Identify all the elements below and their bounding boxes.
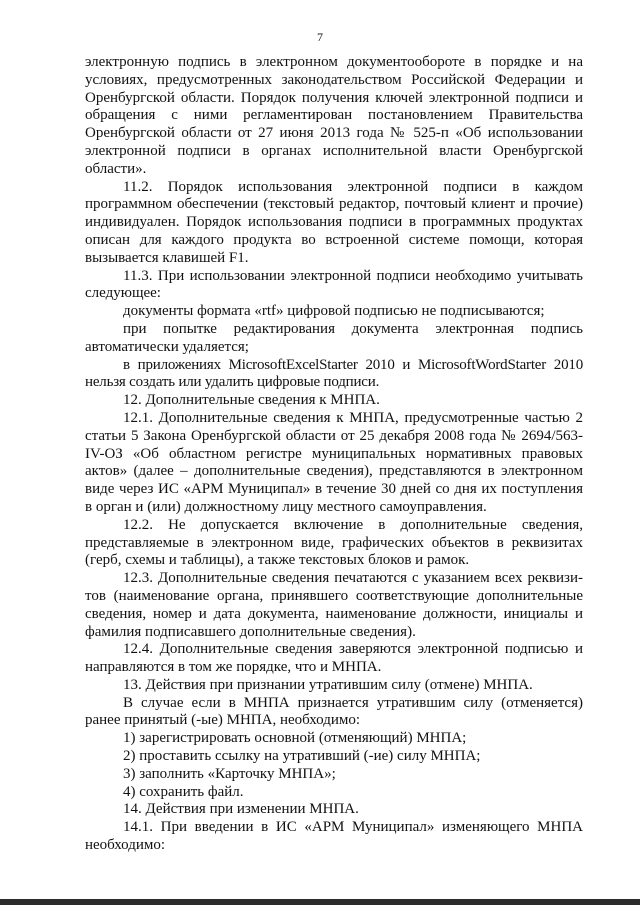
- paragraph-13-intro: В случае если в МНПА признается утратившим силу (отменяется) ранее принятый (-ые) МНПА, необходимо:: [85, 694, 583, 729]
- scan-bottom-edge: [0, 899, 640, 905]
- paragraph-11-2: 11.2. Порядок использования электронной подписи в каждом программном обеспечении (текстовый редактор, почтовый клиент и прочие) индивидуален. Порядок использования подписи в программных продуктах описан для каждого продукта во встроенной системе помощи, которая вызывается клавишей F1.: [85, 178, 583, 266]
- list-item-3: 3) заполнить «Карточку МНПА»;: [123, 765, 336, 782]
- list-item-editing: при попытке редактирования документа электронная подпись автоматически удаляется;: [85, 320, 583, 355]
- paragraph-12-1: 12.1. Дополнительные сведения к МНПА, предусмотренные частью 2 статьи 5 Закона Оренбургской области от 25 декабря 2008 года № 2694/563-IV-ОЗ «Об областном регистре муниципальных нормативных правовых актов» (далее – дополнительные сведения), представляются в электронном виде через ИС «АРМ Муниципал» в течение 30 дней со дня их поступления в орган и (или) должностному лицу местного самоуправления.: [85, 409, 583, 515]
- paragraph-12-3: 12.3. Дополнительные сведения печатаются с указанием всех реквизи-тов (наименование органа, принявшего соответствующие дополнительные сведения, номер и дата документа, наименование должности, инициалы и фамилия подписавшего дополнительные сведения).: [85, 570, 583, 640]
- section-heading-14: 14. Действия при изменении МНПА.: [123, 801, 359, 818]
- paragraph-12-2: 12.2. Не допускается включение в дополнительные сведения, представляемые в электронном виде, графических объектов в реквизитах (герб, схемы и таблицы), а также текстовых блоков и рамок.: [85, 516, 583, 569]
- paragraph-11-3: 11.3. При использовании электронной подписи необходимо учитывать следующее:: [85, 267, 583, 302]
- document-body: [85, 54, 583, 855]
- section-heading-13: 13. Действия при признании утратившим силу (отмене) МНПА.: [123, 676, 533, 693]
- paragraph-14-1: 14.1. При введении в ИС «АРМ Муниципал» изменяющего МНПА необходимо:: [85, 819, 583, 854]
- paragraph-12-4: 12.4. Дополнительные сведения заверяются электронной подписью и направляются в том же порядке, что и МНПА.: [85, 641, 583, 676]
- list-item-rtf: документы формата «rtf» цифровой подписью не подписываются;: [123, 303, 545, 320]
- list-item-2: 2) проставить ссылку на утративший (-ие) силу МНПА;: [123, 748, 481, 765]
- list-item-starter-apps: в приложениях MicrosoftExcelStarter 2010 и MicrosoftWordStarter 2010 нельзя создать или удалить цифровые подписи.: [85, 356, 583, 391]
- page-number: 7: [317, 30, 323, 44]
- list-item-1: 1) зарегистрировать основной (отменяющий) МНПА;: [123, 730, 467, 747]
- list-item-4: 4) сохранить файл.: [123, 783, 244, 800]
- section-heading-12: 12. Дополнительные сведения к МНПА.: [123, 392, 380, 409]
- paragraph-11-1-continuation: электронную подпись в электронном документообороте в порядке и на условиях, предусмотренных законодательством Российской Федерации и Оренбургской области. Порядок получения ключей электронной подписи и обращения с ними регламентирован постановлением Правительства Оренбургской области от 27 июня 2013 года № 525-п «Об использовании электронной подписи в органах исполнительной власти Оренбургской области».: [85, 54, 583, 177]
